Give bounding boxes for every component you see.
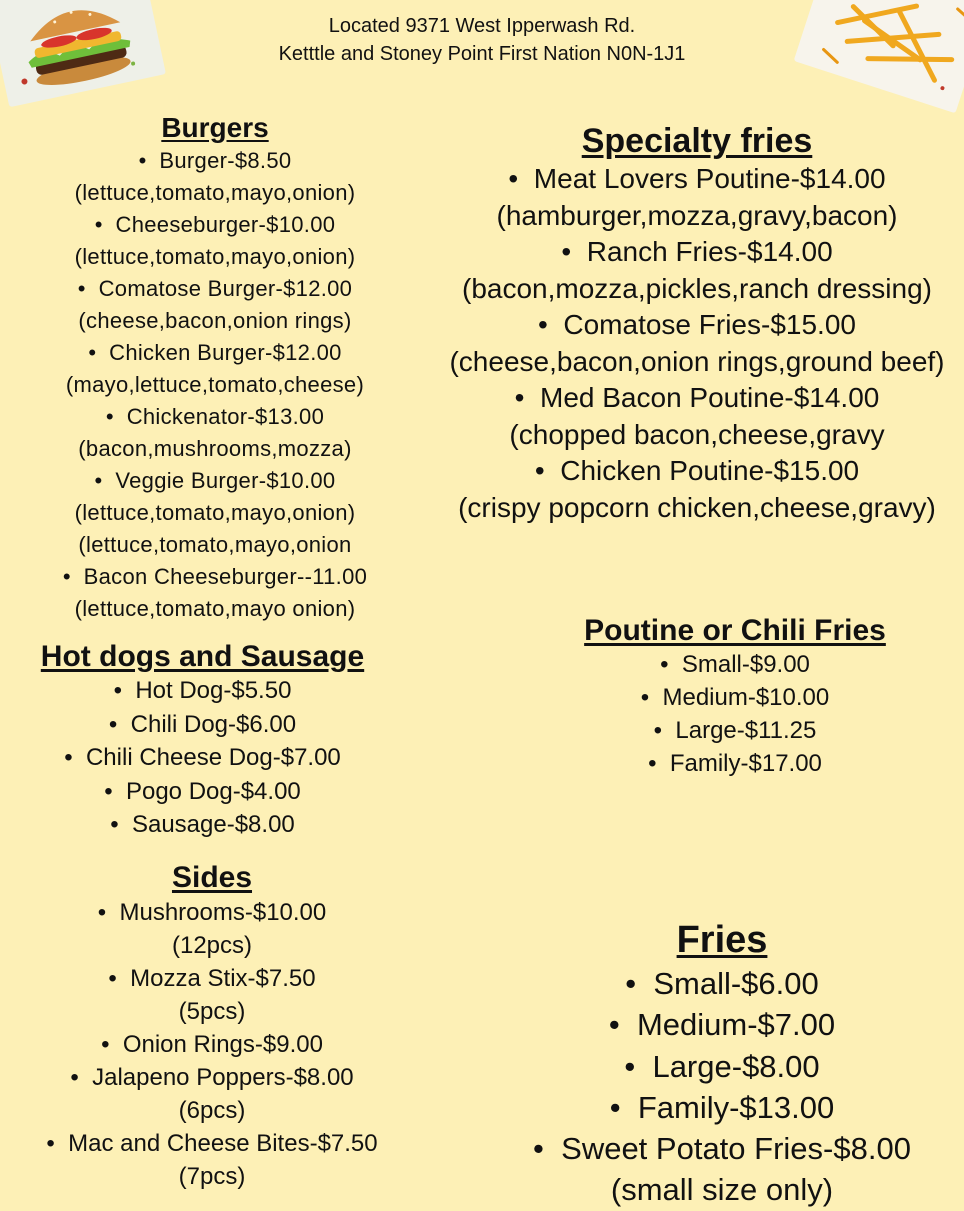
burgers-section [30, 111, 400, 625]
burgers-title: Burgers [161, 112, 269, 143]
specialty-fries-section [430, 121, 964, 526]
comatose-burger-item-name: • Comatose Burger-$12.00 [30, 273, 400, 305]
address-line-1: Located 9371 West Ipperwash Rd. [328, 15, 636, 37]
side-item-note: (6pcs) [178, 1097, 246, 1124]
fries-note: (small size only) [610, 1172, 834, 1208]
fries-item: • Large-$8.00 [480, 1046, 964, 1087]
specialty-item-note: (bacon,mozza,pickles,ranch dressing) [462, 272, 932, 304]
fries-item: • Medium-$7.00 [480, 1004, 964, 1045]
hotdog-item: • Chili Dog-$6.00 [30, 708, 375, 742]
veggie-burger-item-name: • Veggie Burger-$10.00 [30, 465, 400, 497]
specialty-fries-title: Specialty fries [581, 122, 813, 160]
hotdogs-title: Hot dogs and Sausage [40, 640, 365, 673]
address-line-2: Ketttle and Stoney Point First Nation N0N-1J1 [278, 43, 686, 65]
cheeseburger-item-note: (lettuce,tomato,mayo,onion) [74, 244, 356, 269]
hotdog-item: • Pogo Dog-$4.00 [30, 775, 375, 809]
burger-photo-icon [0, 0, 166, 107]
burger-item-note: (lettuce,tomato,mayo,onion) [74, 180, 356, 205]
poutine-title: Poutine or Chili Fries [584, 614, 886, 647]
chicken-burger-item-note: (mayo,lettuce,tomato,cheese) [65, 372, 365, 397]
hotdog-item: • Sausage-$8.00 [30, 808, 375, 842]
side-item-name: • Mushrooms-$10.00 [10, 896, 414, 929]
fries-section [480, 917, 964, 1211]
chickenator-item-name: • Chickenator-$13.00 [30, 401, 400, 433]
poutine-item: • Small-$9.00 [560, 648, 910, 681]
side-item-note: (12pcs) [171, 932, 253, 959]
burgers-extra-note: (lettuce,tomato,mayo,onion [78, 532, 352, 557]
fries-photo-icon [794, 0, 964, 113]
specialty-item-note: (cheese,bacon,onion rings,ground beef) [449, 345, 945, 377]
side-item-note: (5pcs) [178, 998, 246, 1025]
specialty-item-note: (crispy popcorn chicken,cheese,gravy) [458, 491, 936, 523]
cheeseburger-item-name: • Cheeseburger-$10.00 [30, 209, 400, 241]
comatose-burger-item-note: (cheese,bacon,onion rings) [78, 308, 352, 333]
burger-item-name: • Burger-$8.50 [30, 145, 400, 177]
poutine-item: • Family-$17.00 [560, 747, 910, 780]
specialty-item-name: • Comatose Fries-$15.00 [430, 307, 964, 344]
chickenator-item-note: (bacon,mushrooms,mozza) [78, 436, 352, 461]
specialty-item-name: • Ranch Fries-$14.00 [430, 234, 964, 271]
specialty-item-name: • Med Bacon Poutine-$14.00 [430, 380, 964, 417]
specialty-item-note: (chopped bacon,cheese,gravy [509, 418, 885, 450]
fries-item: • Small-$6.00 [480, 963, 964, 1004]
side-item-name: • Mozza Stix-$7.50 [10, 962, 414, 995]
chicken-burger-item-name: • Chicken Burger-$12.00 [30, 337, 400, 369]
specialty-item-name: • Chicken Poutine-$15.00 [430, 453, 964, 490]
side-item-name: • Jalapeno Poppers-$8.00 [10, 1061, 414, 1094]
side-item-note: (7pcs) [178, 1163, 246, 1190]
specialty-item-name: • Meat Lovers Poutine-$14.00 [430, 161, 964, 198]
specialty-item-note: (hamburger,mozza,gravy,bacon) [496, 199, 898, 231]
hotdogs-section [30, 640, 375, 842]
fries-item: • Family-$13.00 [480, 1087, 964, 1128]
side-item-name: • Mac and Cheese Bites-$7.50 [10, 1127, 414, 1160]
veggie-burger-item-note: (lettuce,tomato,mayo,onion) [74, 500, 356, 525]
poutine-item: • Large-$11.25 [560, 714, 910, 747]
fries-title: Fries [676, 919, 768, 961]
fries-item: • Sweet Potato Fries-$8.00 [480, 1128, 964, 1169]
hotdog-item: • Chili Cheese Dog-$7.00 [30, 741, 375, 775]
bacon-cheeseburger-item-name: • Bacon Cheeseburger--11.00 [30, 561, 400, 593]
bacon-cheeseburger-item-note: (lettuce,tomato,mayo onion) [74, 596, 356, 621]
side-item-name: • Onion Rings-$9.00 [10, 1028, 414, 1061]
poutine-item: • Medium-$10.00 [560, 681, 910, 714]
sides-title: Sides [171, 861, 253, 894]
hotdog-item: • Hot Dog-$5.50 [30, 674, 375, 708]
sides-section [10, 860, 414, 1193]
poutine-section [560, 614, 910, 780]
